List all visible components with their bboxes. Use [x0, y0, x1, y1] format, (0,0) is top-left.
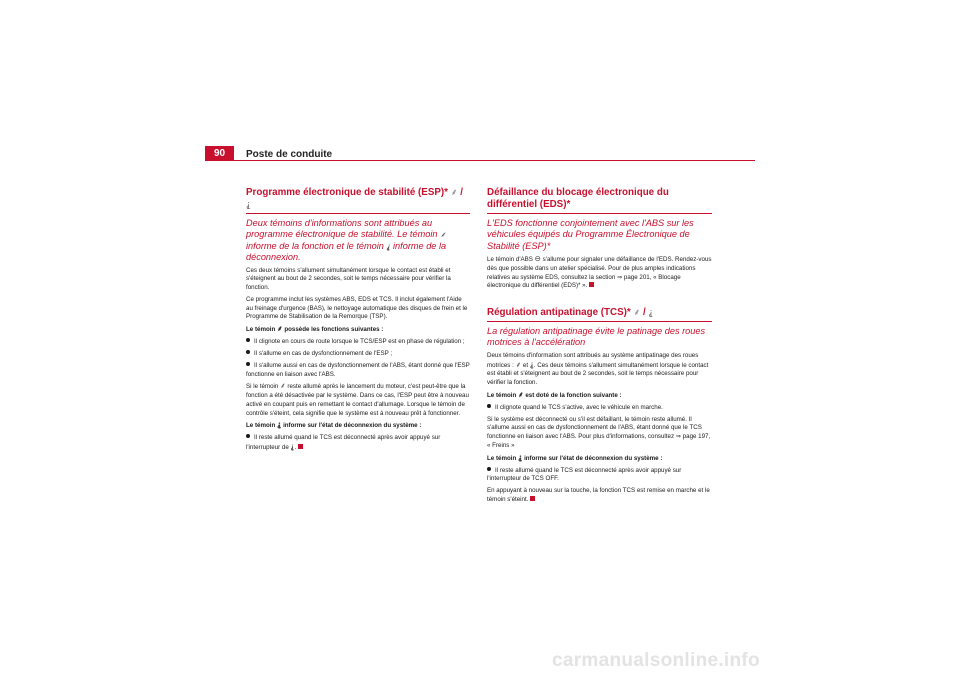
- esp-off-text: Le témoin: [246, 422, 276, 430]
- bullet-dot: [246, 434, 250, 438]
- section-end-mark: [298, 444, 303, 449]
- esp-heading-text: Programme électronique de stabilité (ESP)*: [246, 187, 448, 198]
- tcs-warning-icon: ⸙: [517, 389, 524, 399]
- tcs-off-icon: ⸘: [648, 307, 654, 318]
- header-rule: [234, 160, 755, 161]
- tcs-off-text: Le témoin: [487, 454, 517, 462]
- tcs-paragraph: [487, 487, 712, 504]
- tcs-off-title: [487, 454, 712, 464]
- bullet-dot: [246, 338, 250, 342]
- tcs-heading: [487, 307, 712, 322]
- esp-off-text: informe sur l'état de déconnexion du système :: [283, 422, 422, 430]
- list-item-text: Il clignote en cours de route lorsque le TCS/ESP est en phase de régulation ;: [254, 338, 465, 346]
- tcs-warning-icon: ⸙: [633, 307, 641, 318]
- esp-warning-icon: ⸙: [280, 381, 286, 391]
- esp-lead-part: informe de la déconnexion.: [246, 240, 447, 263]
- section-title: Poste de conduite: [246, 149, 333, 160]
- list-item: [487, 467, 712, 484]
- list-item-text: .: [294, 444, 297, 452]
- esp-lead-part: informe de la fonction et le témoin: [246, 240, 384, 251]
- tcs-warning-icon: ⸙: [515, 359, 522, 369]
- tcs-paragraph-text: et: [522, 361, 529, 369]
- esp-paragraph-text: reste allumé après le lancement du moteur, c'est peut-être que la fonction a été désactivée par le système. Dans ce cas, l'ESP peut être à nouveau activé en coupant puis en remettant le contact d'allumage. Lorsque le témoin de contrôle s'éteint, cela signifie que le système est à nouveau prêt à fonctionner.: [246, 383, 469, 417]
- tcs-off-icon: ⸘: [517, 452, 523, 462]
- esp-paragraph-text: Si le témoin: [246, 383, 279, 391]
- list-item-text: Il clignote quand le TCS s'active, avec le véhicule en marche.: [495, 403, 663, 411]
- esp-warning-icon: ⸙: [440, 230, 446, 240]
- list-item-text: Il reste allumé quand le TCS est déconnecté après avoir appuyé sur l'interrupteur de: [246, 434, 441, 452]
- esp-off-title: [246, 421, 470, 431]
- tcs-lead: La régulation antipatinage évite le patinage des roues motrices à l'accélération: [487, 326, 706, 348]
- tcs-functions-text: est doté de la fonction suivante :: [525, 391, 622, 399]
- esp-paragraph: Ce programme inclut les systèmes ABS, EDS et TCS. Il inclut également l'Aide au freinage d'urgence (BAS), le nettoyage automatique des disques de frein et le Programme de Stabilisation de la Remorque (TSP).: [246, 295, 468, 321]
- list-item-text: Il s'allume en cas de dysfonctionnement de l'ESP ;: [254, 350, 393, 357]
- bullet-dot: [487, 404, 491, 408]
- bullet-dot: [487, 467, 491, 471]
- eds-paragraph-text: Le témoin d'ABS: [487, 256, 533, 264]
- esp-off-icon: ⸘: [276, 420, 282, 430]
- esp-lead: [246, 218, 470, 264]
- esp-functions-text: Le témoin: [246, 326, 276, 334]
- tcs-heading-text: Régulation antipatinage (TCS)*: [487, 307, 631, 319]
- tcs-paragraph: [487, 352, 712, 388]
- right-column: [487, 187, 712, 508]
- section-end-mark: [589, 282, 594, 287]
- bullet-dot: [246, 350, 250, 354]
- esp-functions-title: [246, 325, 470, 335]
- esp-lead-part: Deux témoins d'informations sont attribués au programme électronique de stabilité. Le témoin: [246, 218, 438, 240]
- tcs-paragraph-text: En appuyant à nouveau sur la touche, la fonction TCS est remise en marche et le témoin s'éteint.: [487, 487, 710, 503]
- eds-paragraph: [487, 255, 712, 291]
- eds-lead: L'EDS fonctionne conjointement avec l'ABS sur les véhicules équipés du Programme Électronique de Stabilité (ESP)*: [487, 218, 694, 251]
- tcs-functions-title: [487, 391, 712, 401]
- list-item: [246, 350, 470, 359]
- eds-heading: Défaillance du blocage électronique du différentiel (EDS)*: [487, 187, 712, 214]
- esp-heading: [246, 187, 470, 214]
- esp-off-icon: ⸘: [246, 199, 251, 209]
- list-item-text: Il s'allume aussi en cas de dysfonctionnement de l'ABS, étant donné que l'ESP fonctionne en liaison avec l'ABS.: [246, 361, 470, 378]
- esp-warning-icon: ⸙: [450, 187, 458, 197]
- list-item: [246, 434, 470, 452]
- tcs-paragraph: Si le système est déconnecté ou s'il est défaillant, le témoin reste allumé. Il s'allume aussi en cas de dysfonctionnement de l'ABS, étant donné que le TCS fonctionne en liaison avec l'ABS. Pour plus d'informations, consultez ⇒ page 197, « Freins »: [487, 415, 711, 449]
- abs-warning-icon: ⊖: [534, 254, 541, 264]
- list-item: [487, 404, 712, 413]
- esp-paragraph: Ces deux témoins s'allument simultanément lorsque le contact est établi et s'éteignent au bout de 2 secondes, soit le temps nécessaire pour vérifier la fonction.: [246, 266, 451, 292]
- watermark: carmanualsonline.info: [552, 650, 760, 671]
- page-number: 90: [213, 148, 226, 159]
- tcs-section: [487, 307, 712, 504]
- tcs-functions-text: Le témoin: [487, 391, 517, 399]
- bullet-dot: [246, 362, 250, 366]
- tcs-paragraph-text: . Ces deux témoins s'allument simultanément lorsque le contact est établi et s'éteignent au bout de 2 secondes, soit le temps nécessaire pour vérifier la fonction.: [487, 361, 709, 386]
- list-item: [246, 362, 470, 379]
- left-column: [246, 187, 470, 456]
- esp-off-icon: ⸘: [290, 442, 295, 452]
- tcs-paragraph-text: Deux témoins d'information sont attribués au système antipatinage des roues motrices :: [487, 351, 699, 369]
- esp-warning-icon: ⸙: [276, 324, 283, 334]
- heading-separator: /: [642, 307, 646, 319]
- esp-functions-text: possède les fonctions suivantes :: [284, 326, 384, 334]
- esp-off-icon: ⸘: [386, 241, 391, 251]
- list-item: [246, 338, 470, 347]
- section-end-mark: [530, 496, 535, 501]
- heading-separator: /: [460, 187, 463, 198]
- tcs-off-icon: ⸘: [529, 359, 534, 369]
- tcs-off-text: informe sur l'état de déconnexion du système :: [524, 454, 663, 462]
- esp-paragraph: [246, 382, 470, 418]
- list-item-text: Il reste allumé quand le TCS est déconnecté après avoir appuyé sur l'interrupteur de TCS OFF.: [487, 466, 682, 483]
- eds-paragraph-text: s'allume pour signaler une défaillance de l'EDS. Rendez-vous dès que possible dans un atelier spécialisé. Pour de plus amples indications relatives au système EDS, consultez la section ⇒ page 201, « Blocage électronique du différentiel (EDS)* ».: [487, 256, 712, 290]
